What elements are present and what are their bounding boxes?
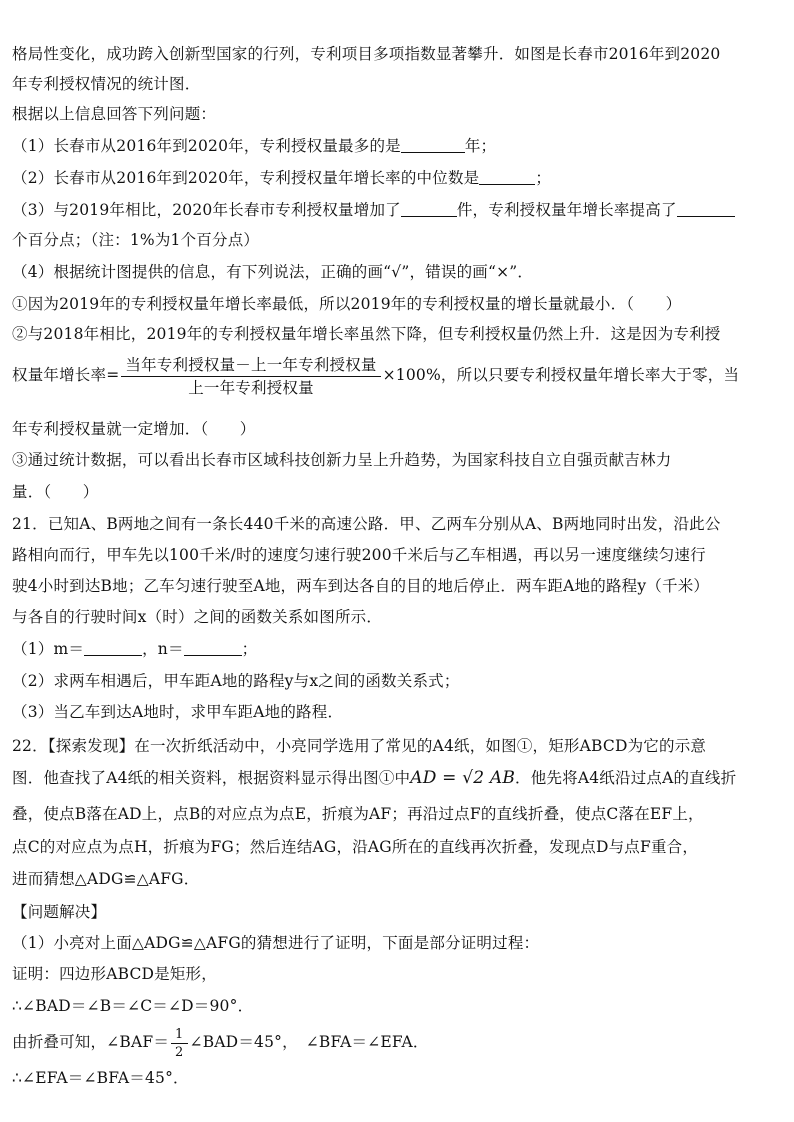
- text-line: 驶4小时到达B地；乙车匀速行驶至A地，两车到达各自的目的地后停止．两车距A地的路程y（千米）: [12, 577, 710, 595]
- a4-ratio-formula: AD = √2 AB: [410, 768, 516, 788]
- growth-rate-fraction: $\frac{\text{当年专利授权量－上一年专利授权量}}{\text{上一年专利授权量}}$: [121, 355, 380, 398]
- answer-blank: [677, 202, 735, 217]
- text-line: 叠，使点B落在AD上，点B的对应点为点E，折痕为AF；再沿过点F的直线折叠，使点C落在EF上，: [12, 805, 704, 823]
- half-fraction: $\frac{1}{2}$: [171, 1027, 187, 1060]
- question-2: （2）长春市从2016年到2020年，专利授权量年增长率的中位数是 ；: [12, 169, 552, 187]
- problem-22: 22．【探索发现】在一次折纸活动中，小亮同学选用了常见的A4纸，如图①，矩形ABCD为它的示意: [12, 737, 707, 755]
- statement-3: ③通过统计数据，可以看出长春市区域科技创新力呈上升趋势，为国家科技自立自强贡献吉林力: [12, 451, 672, 469]
- statement-2: ②与2018年相比，2019年的专利授权量年增长率虽然下降，但专利授权量仍然上升．这是因为专利授: [12, 325, 721, 343]
- growth-rate-formula-line: 权量年增长率= $\frac{\text{当年专利授权量－上一年专利授权量}}{\text{上一年专利授权量}}$ ×100%，所以只要专利授权量年增长率大于零，当: [12, 355, 740, 397]
- text-line: 根据以上信息回答下列问题：: [12, 105, 217, 123]
- answer-blank: [479, 170, 535, 185]
- answer-blank: [401, 138, 465, 153]
- proof-line: ∴∠EFA＝∠BFA＝45°．: [12, 1069, 189, 1087]
- text-line: 量．（ ）: [12, 483, 99, 501]
- text-line: 与各自的行驶时间x（时）之间的函数关系如图所示．: [12, 608, 383, 626]
- text-line: 年专利授权量就一定增加．（ ）: [12, 420, 256, 438]
- text-line: 个百分点；（注：1%为1个百分点）: [12, 231, 260, 249]
- question-4: （4）根据统计图提供的信息，有下列说法，正确的画“√”，错误的画“×”．: [12, 263, 534, 281]
- text-line: 路相向而行，甲车先以100千米/时的速度匀速行驶200千米后与乙车相遇，再以另一速度继续匀速行: [12, 546, 706, 564]
- answer-blank: [184, 641, 242, 656]
- section-heading: 【问题解决】: [12, 903, 107, 921]
- text-line: 年专利授权情况的统计图．: [12, 75, 201, 93]
- text-line: 点C的对应点为点H，折痕为FG；然后连结AG，沿AG所在的直线再次折叠，发现点D与点F重合，: [12, 838, 699, 856]
- problem-21-q2: （2）求两车相遇后，甲车距A地的路程y与x之间的函数关系式；: [12, 672, 460, 690]
- proof-line-fraction: 由折叠可知，∠BAF＝ $\frac{1}{2}$ ∠BAD＝45°， ∠BFA＝∠EFA．: [12, 1026, 429, 1060]
- problem-21-q3: （3）当乙车到达A地时，求甲车距A地的路程．: [12, 703, 344, 721]
- problem-21: 21．已知A、B两地之间有一条长440千米的高速公路．甲、乙两车分别从A、B两地同时出发，沿此公: [12, 515, 721, 533]
- statement-1: ①因为2019年的专利授权量年增长率最低，所以2019年的专利授权量的增长量就最小．（ ）: [12, 295, 682, 313]
- text-line: （1）小亮对上面△ADG≌△AFG的猜想进行了证明，下面是部分证明过程：: [12, 934, 540, 952]
- answer-blank: [401, 202, 457, 217]
- proof-line: 证明：四边形ABCD是矩形，: [12, 965, 217, 983]
- question-1: （1）长春市从2016年到2020年，专利授权量最多的是 年；: [12, 137, 497, 155]
- text-line: 格局性变化，成功跨入创新型国家的行列，专利项目多项指数显著攀升．如图是长春市2016年到2020: [12, 45, 721, 63]
- answer-blank: [84, 641, 142, 656]
- problem-21-q1: （1）m＝ ，n＝ ；: [12, 640, 258, 658]
- question-3: （3）与2019年相比，2020年长春市专利授权量增加了 件，专利授权量年增长率提高了: [12, 199, 782, 221]
- proof-line: ∴∠BAD＝∠B＝∠C＝∠D＝90°．: [12, 997, 254, 1015]
- text-line: 进而猜想△ADG≌△AFG．: [12, 870, 200, 888]
- a4-ratio-line: 图．他查找了A4纸的相关资料，根据资料显示得出图①中AD = √2 AB．他先将A4纸沿过点A的直线折: [12, 768, 737, 788]
